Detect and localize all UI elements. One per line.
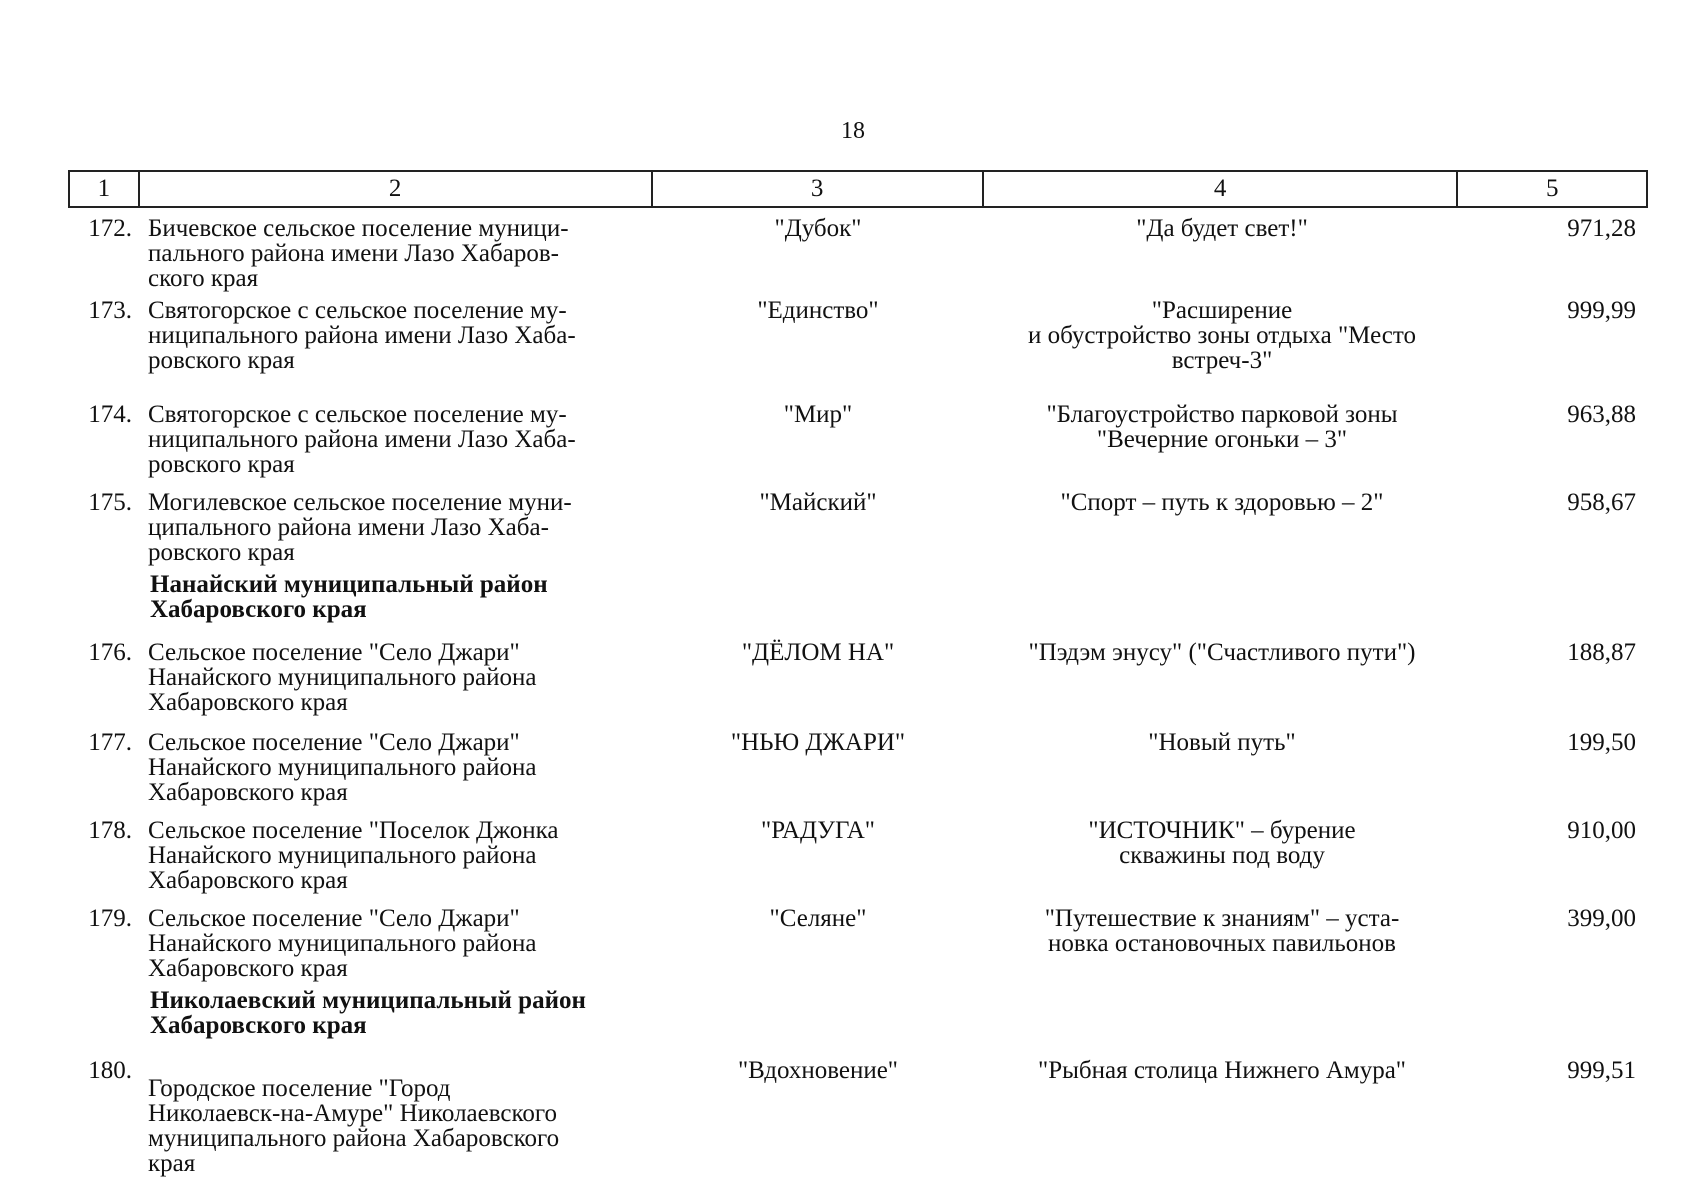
- settlement-name-line: муниципального района Хабаровского: [148, 1125, 560, 1152]
- project-name: [984, 640, 1460, 718]
- project-name-line: и обустройство зоны отдыха "Место: [1028, 322, 1416, 349]
- row-number: 174.: [88, 401, 132, 428]
- team-name: [652, 402, 984, 480]
- settlement-name-line: Хабаровского края: [148, 867, 348, 894]
- header-col-5: 5: [1545, 175, 1559, 202]
- row-number: 175.: [88, 489, 132, 516]
- settlement-name: [138, 298, 652, 388]
- amount-value: 199,50: [1567, 729, 1636, 756]
- settlement-name-line: Николаевск-на-Амуре" Николаевского: [148, 1100, 558, 1127]
- settlement-name: [138, 216, 652, 294]
- table-row: [68, 896, 1648, 984]
- row-number: 179.: [88, 905, 132, 932]
- project-name: [984, 402, 1460, 480]
- settlement-name-line: ниципального района имени Лазо Хаба-: [148, 322, 576, 349]
- header-col-3: 3: [653, 172, 984, 206]
- team-name-line: "НЬЮ ДЖАРИ": [730, 729, 906, 756]
- amount-value: 399,00: [1567, 905, 1636, 932]
- project-name-line: "Вечерние огоньки – 3": [1096, 426, 1348, 453]
- table-header-row: [68, 170, 1648, 208]
- settlement-name: [138, 640, 652, 718]
- settlement-name-line: ниципального района имени Лазо Хаба-: [148, 426, 576, 453]
- team-name: [652, 216, 984, 294]
- settlement-name: [138, 730, 652, 808]
- table-row: [68, 808, 1648, 896]
- project-name-line: "Путешествие к знаниям" – уста-: [1044, 905, 1400, 932]
- project-name-line: встреч-3": [1171, 347, 1273, 374]
- section-title-line: Хабаровского края: [150, 1012, 367, 1039]
- team-name-line: "ДЁЛОМ НА": [741, 639, 895, 666]
- row-number: 177.: [88, 729, 132, 756]
- settlement-name: [138, 402, 652, 480]
- settlement-name-line: Бичевское сельское поселение муници-: [148, 215, 569, 242]
- team-name: [652, 1058, 984, 1176]
- table-row: [68, 480, 1648, 568]
- project-name-line: "Благоустройство парковой зоны: [1046, 401, 1398, 428]
- row-number: 178.: [88, 817, 132, 844]
- amount-value: 188,87: [1567, 639, 1636, 666]
- settlement-name-line: Хабаровского края: [148, 689, 348, 716]
- section-row: [68, 984, 1648, 1044]
- project-name: [984, 1058, 1460, 1176]
- table-row: [68, 1044, 1648, 1176]
- project-name: [984, 906, 1460, 984]
- project-name: [984, 216, 1460, 294]
- project-name-line: "Да будет свет!": [1136, 215, 1308, 242]
- team-name: [652, 818, 984, 896]
- projects-table: [68, 170, 1648, 1176]
- project-name-line: "Новый путь": [1148, 729, 1296, 756]
- project-name: [984, 818, 1460, 896]
- team-name-line: "Вдохновение": [737, 1057, 899, 1084]
- settlement-name-line: края: [148, 1150, 196, 1177]
- settlement-name: [138, 906, 652, 984]
- team-name: [652, 490, 984, 568]
- team-name-line: "Единство": [757, 297, 879, 324]
- amount-value: 958,67: [1567, 489, 1636, 516]
- project-name: [984, 298, 1460, 388]
- section-title: [68, 988, 586, 1038]
- row-number: 180.: [88, 1057, 132, 1084]
- team-name-line: "Дубок": [774, 215, 862, 242]
- team-name: [652, 298, 984, 388]
- amount-value: 910,00: [1567, 817, 1636, 844]
- settlement-name-line: Хабаровского края: [148, 955, 348, 982]
- project-name-line: "Расширение: [1151, 297, 1293, 324]
- amount-value: 971,28: [1567, 215, 1636, 242]
- table-body: [68, 208, 1648, 1176]
- amount-value: 999,99: [1567, 297, 1636, 324]
- team-name-line: "Мир": [783, 401, 853, 428]
- settlement-name: [138, 818, 652, 896]
- settlement-name-line: Городское поселение "Город: [148, 1075, 451, 1102]
- settlement-name-line: ровского края: [148, 451, 295, 478]
- section-title-line: Нанайский муниципальный район: [150, 571, 548, 598]
- settlement-name-line: ровского края: [148, 347, 295, 374]
- settlement-name-line: Нанайского муниципального района: [148, 930, 537, 957]
- section-row: [68, 568, 1648, 628]
- project-name-line: скважины под воду: [1119, 842, 1325, 869]
- settlement-name-line: Сельское поселение "Село Джари": [148, 905, 520, 932]
- row-number: 176.: [88, 639, 132, 666]
- settlement-name-line: Святогорское с сельское поселение му-: [148, 401, 567, 428]
- settlement-name-line: пального района имени Лазо Хабаров-: [148, 240, 559, 267]
- table-row: [68, 628, 1648, 718]
- project-name-line: новка остановочных павильонов: [1048, 930, 1396, 957]
- team-name-line: "Майский": [759, 489, 877, 516]
- table-row: [68, 208, 1648, 294]
- team-name: [652, 730, 984, 808]
- settlement-name-line: Хабаровского края: [148, 779, 348, 806]
- settlement-name: [138, 490, 652, 568]
- section-title-line: Николаевский муниципальный район: [150, 987, 586, 1014]
- settlement-name: [138, 1058, 652, 1176]
- project-name-line: "Спорт – путь к здоровью – 2": [1060, 489, 1384, 516]
- project-name: [984, 730, 1460, 808]
- project-name-line: "Пэдэм энусу" ("Счастливого пути"): [1028, 639, 1416, 666]
- table-row: [68, 388, 1648, 480]
- team-name: [652, 906, 984, 984]
- settlement-name-line: Сельское поселение "Поселок Джонка: [148, 817, 559, 844]
- settlement-name-line: ровского края: [148, 539, 295, 566]
- settlement-name-line: Сельское поселение "Село Джари": [148, 639, 520, 666]
- project-name-line: "ИСТОЧНИК" – бурение: [1088, 817, 1356, 844]
- settlement-name-line: Сельское поселение "Село Джари": [148, 729, 520, 756]
- team-name: [652, 640, 984, 718]
- amount-value: 999,51: [1567, 1057, 1636, 1084]
- settlement-name-line: Могилевское сельское поселение муни-: [148, 489, 572, 516]
- section-title-line: Хабаровского края: [150, 596, 367, 623]
- settlement-name-line: Святогорское с сельское поселение му-: [148, 297, 567, 324]
- header-col-1: 1: [70, 172, 140, 206]
- table-row: [68, 718, 1648, 808]
- team-name-line: "Селяне": [769, 905, 867, 932]
- settlement-name-line: [148, 1058, 644, 1076]
- amount-value: 963,88: [1567, 401, 1636, 428]
- settlement-name-line: ципального района имени Лазо Хаба-: [148, 514, 549, 541]
- header-col-4: 4: [984, 172, 1459, 206]
- project-name-line: "Рыбная столица Нижнего Амура": [1037, 1057, 1407, 1084]
- page-number: 18: [841, 118, 865, 144]
- settlement-name-line: Нанайского муниципального района: [148, 842, 537, 869]
- section-title: [68, 572, 548, 622]
- project-name: [984, 490, 1460, 568]
- settlement-name-line: Нанайского муниципального района: [148, 754, 537, 781]
- header-col-2: 2: [140, 172, 653, 206]
- settlement-name-line: ского края: [148, 265, 259, 292]
- row-number: 172.: [88, 215, 132, 242]
- row-number: 173.: [88, 297, 132, 324]
- table-row: [68, 294, 1648, 388]
- team-name-line: "РАДУГА": [760, 817, 875, 844]
- settlement-name-line: Нанайского муниципального района: [148, 664, 537, 691]
